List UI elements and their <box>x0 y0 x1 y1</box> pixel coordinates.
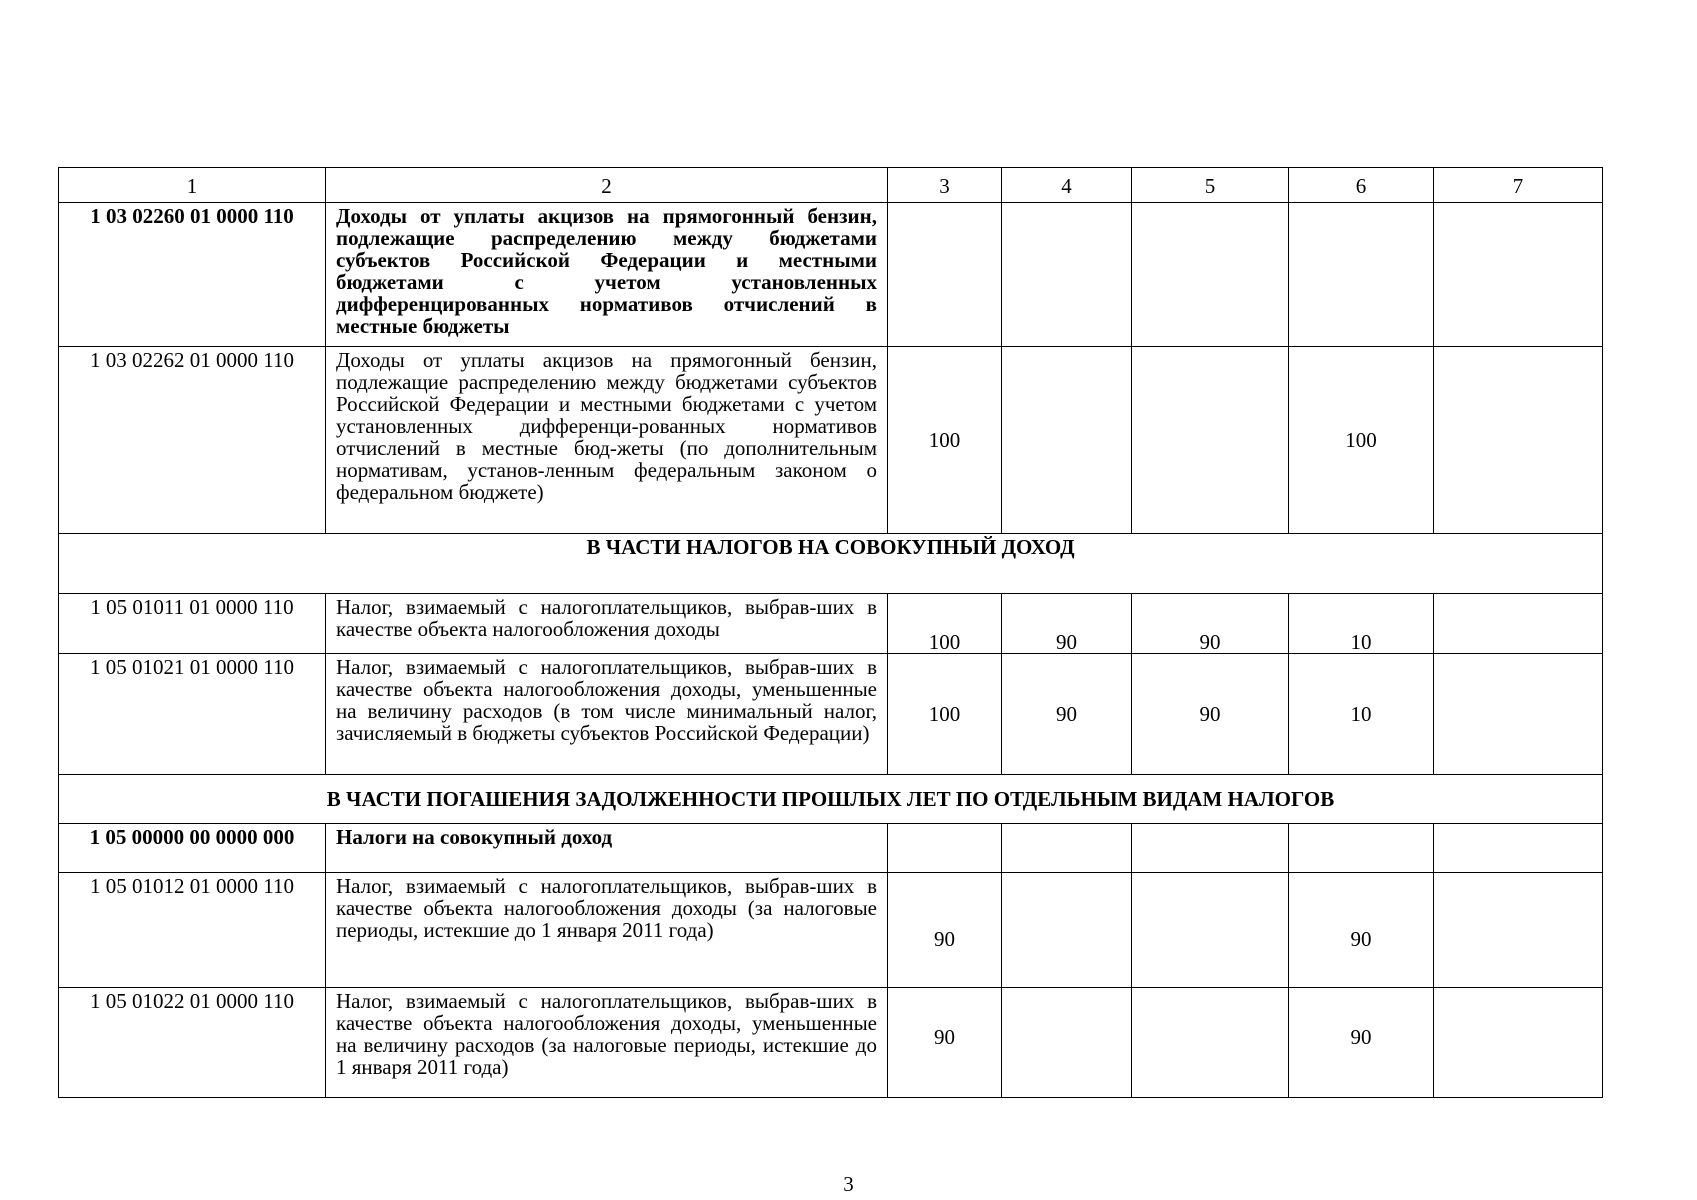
section-header-row <box>59 775 1603 824</box>
norm-cell-col4: 90 <box>1002 654 1132 775</box>
norm-cell-col7 <box>1434 203 1603 347</box>
norm-cell-col5 <box>1132 824 1289 873</box>
revenue-norms-table <box>58 167 1603 1098</box>
budget-code-cell: 1 03 02262 01 0000 110 <box>59 347 326 534</box>
revenue-name-cell: Доходы от уплаты акцизов на прямогонный бензин, подлежащие распределению между бюджетами субъектов Российской Федерации и местными бюджетами с учетом установленных дифференцированных нормативов отчислений в местные бюджеты <box>326 203 888 347</box>
page-number: 3 <box>843 1172 854 1196</box>
column-number-5: 5 <box>1132 168 1289 203</box>
budget-code-cell: 1 05 01011 01 0000 110 <box>59 594 326 654</box>
column-number-7: 7 <box>1434 168 1603 203</box>
norm-cell-col6: 90 <box>1289 988 1434 1098</box>
norm-cell-col5 <box>1132 203 1289 347</box>
table-row <box>59 824 1603 873</box>
norm-cell-col4 <box>1002 203 1132 347</box>
norm-cell-col7 <box>1434 594 1603 654</box>
norm-cell-col4: 90 <box>1002 594 1132 654</box>
column-number-1: 1 <box>59 168 326 203</box>
norm-cell-col7 <box>1434 347 1603 534</box>
norm-cell-col6: 100 <box>1289 347 1434 534</box>
norm-cell-col5 <box>1132 347 1289 534</box>
norm-cell-col7 <box>1434 824 1603 873</box>
table-row <box>59 654 1603 775</box>
revenue-name-cell: Налог, взимаемый с налогоплательщиков, выбрав-ших в качестве объекта налогообложения доходы, уменьшенные на величину расходов (за налоговые периоды, истекшие до 1 января 2011 года) <box>326 988 888 1098</box>
norm-cell-col4 <box>1002 824 1132 873</box>
norm-cell-col3 <box>888 824 1002 873</box>
section-title: В ЧАСТИ ПОГАШЕНИЯ ЗАДОЛЖЕННОСТИ ПРОШЛЫХ ЛЕТ ПО ОТДЕЛЬНЫМ ВИДАМ НАЛОГОВ <box>59 775 1603 824</box>
column-number-header-row <box>59 168 1603 203</box>
norm-cell-col3: 100 <box>888 654 1002 775</box>
norm-cell-col7 <box>1434 988 1603 1098</box>
budget-code-cell: 1 05 01012 01 0000 110 <box>59 873 326 988</box>
table-row <box>59 594 1603 654</box>
norm-cell-col6: 10 <box>1289 594 1434 654</box>
norm-cell-col4 <box>1002 347 1132 534</box>
norm-cell-col3: 90 <box>888 988 1002 1098</box>
column-number-2: 2 <box>326 168 888 203</box>
norm-cell-col5: 90 <box>1132 594 1289 654</box>
revenue-name-cell: Налоги на совокупный доход <box>326 824 888 873</box>
table-row <box>59 873 1603 988</box>
norm-cell-col3 <box>888 203 1002 347</box>
revenue-name-cell: Налог, взимаемый с налогоплательщиков, выбрав-ших в качестве объекта налогообложения доходы <box>326 594 888 654</box>
budget-code-cell: 1 05 01022 01 0000 110 <box>59 988 326 1098</box>
table-row <box>59 203 1603 347</box>
table-row <box>59 347 1603 534</box>
revenue-name-cell: Налог, взимаемый с налогоплательщиков, выбрав-ших в качестве объекта налогообложения доходы, уменьшенные на величину расходов (в том числе минимальный налог, зачисляемый в бюджеты субъектов Российской Федерации) <box>326 654 888 775</box>
budget-code-cell: 1 05 01021 01 0000 110 <box>59 654 326 775</box>
norm-cell-col5 <box>1132 988 1289 1098</box>
budget-code-cell: 1 03 02260 01 0000 110 <box>59 203 326 347</box>
column-number-6: 6 <box>1289 168 1434 203</box>
section-title: В ЧАСТИ НАЛОГОВ НА СОВОКУПНЫЙ ДОХОД <box>59 534 1603 594</box>
revenue-name-cell: Налог, взимаемый с налогоплательщиков, выбрав-ших в качестве объекта налогообложения доходы (за налоговые периоды, истекшие до 1 января 2011 года) <box>326 873 888 988</box>
column-number-3: 3 <box>888 168 1002 203</box>
norm-cell-col4 <box>1002 873 1132 988</box>
section-header-row <box>59 534 1603 594</box>
table-row <box>59 988 1603 1098</box>
norm-cell-col6 <box>1289 203 1434 347</box>
norm-cell-col7 <box>1434 654 1603 775</box>
norm-cell-col3: 90 <box>888 873 1002 988</box>
norm-cell-col6: 90 <box>1289 873 1434 988</box>
norm-cell-col3: 100 <box>888 347 1002 534</box>
norm-cell-col7 <box>1434 873 1603 988</box>
norm-cell-col5 <box>1132 873 1289 988</box>
norm-cell-col5: 90 <box>1132 654 1289 775</box>
norm-cell-col6 <box>1289 824 1434 873</box>
norm-cell-col4 <box>1002 988 1132 1098</box>
column-number-4: 4 <box>1002 168 1132 203</box>
norm-cell-col6: 10 <box>1289 654 1434 775</box>
budget-code-cell: 1 05 00000 00 0000 000 <box>59 824 326 873</box>
norm-cell-col3: 100 <box>888 594 1002 654</box>
revenue-name-cell: Доходы от уплаты акцизов на прямогонный бензин, подлежащие распределению между бюджетами субъектов Российской Федерации и местными бюджетами с учетом установленных дифференци-рованных нормативов отчислений в местные бюд-жеты (по дополнительным нормативам, установ-ленным федеральным законом о федеральном бюджете) <box>326 347 888 534</box>
